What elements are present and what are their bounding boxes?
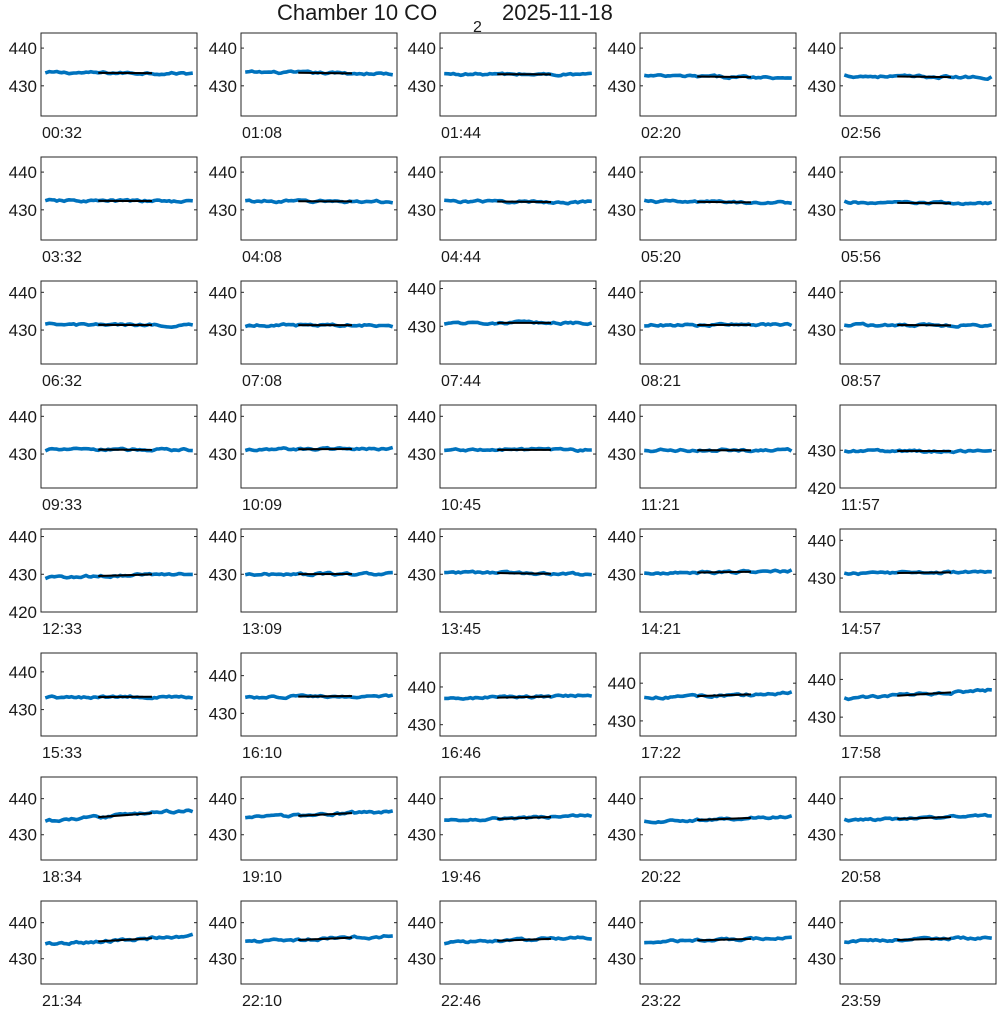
panel	[9, 777, 197, 886]
panel-time-label: 07:08	[242, 373, 283, 390]
y-tick-label: 440	[807, 283, 836, 303]
panel-time-label: 22:46	[441, 993, 482, 1010]
y-tick-label: 430	[607, 321, 636, 341]
y-tick-label: 440	[607, 283, 636, 303]
y-tick-label: 430	[807, 441, 836, 461]
panel-time-label: 09:33	[42, 497, 83, 514]
fit-line	[897, 77, 951, 78]
panel-time-label: 19:10	[242, 869, 283, 886]
panel-time-label: 12:33	[42, 621, 83, 638]
y-tick-label: 430	[407, 445, 436, 465]
y-tick-label: 440	[607, 674, 636, 694]
y-tick-label: 430	[208, 321, 237, 341]
y-tick-label: 440	[208, 283, 237, 303]
y-tick-label: 440	[407, 677, 436, 697]
panel-time-label: 02:56	[841, 125, 882, 142]
y-tick-label: 430	[607, 76, 636, 96]
panel	[408, 777, 596, 886]
y-tick-label: 430	[607, 445, 636, 465]
panel	[808, 529, 996, 638]
panel	[9, 157, 197, 266]
panel-axes-box	[41, 405, 197, 488]
y-tick-label: 430	[607, 949, 636, 969]
panel-axes-box	[241, 157, 397, 240]
y-tick-label: 440	[407, 407, 436, 427]
panel-time-label: 16:10	[242, 745, 283, 762]
y-tick-label: 440	[8, 163, 37, 183]
y-tick-label: 440	[807, 163, 836, 183]
y-tick-label: 440	[208, 527, 237, 547]
panel-time-label: 15:33	[42, 745, 83, 762]
fit-line	[497, 573, 551, 574]
panel-axes-box	[440, 157, 596, 240]
y-tick-label: 430	[607, 711, 636, 731]
fit-line	[697, 77, 751, 78]
y-tick-label: 430	[8, 76, 37, 96]
chart-title-subscript: 2	[473, 19, 482, 36]
chart-title-prefix: Chamber 10 CO	[277, 0, 438, 25]
y-tick-label: 440	[407, 527, 436, 547]
y-tick-label: 430	[407, 949, 436, 969]
panel	[9, 281, 197, 390]
panel	[209, 281, 397, 390]
panel-axes-box	[41, 281, 197, 364]
y-tick-label: 440	[607, 407, 636, 427]
y-tick-label: 430	[208, 76, 237, 96]
y-tick-label: 440	[8, 39, 37, 59]
panel	[808, 157, 996, 266]
panel	[608, 281, 796, 390]
y-tick-label: 430	[208, 200, 237, 220]
panel-time-label: 17:58	[841, 745, 882, 762]
y-tick-label: 430	[607, 200, 636, 220]
panel	[808, 777, 996, 886]
y-tick-label: 440	[208, 39, 237, 59]
y-tick-label: 440	[8, 407, 37, 427]
panel-time-label: 13:45	[441, 621, 482, 638]
y-tick-label: 440	[807, 913, 836, 933]
y-tick-label: 430	[407, 565, 436, 585]
panel	[408, 280, 596, 390]
panel-time-label: 22:10	[242, 993, 283, 1010]
panel-axes-box	[41, 653, 197, 736]
chart-title-date: 2025-11-18	[502, 0, 613, 25]
panel-time-label: 04:08	[242, 249, 283, 266]
panel	[608, 653, 796, 762]
y-tick-label: 430	[807, 200, 836, 220]
panel	[608, 528, 796, 638]
panel-time-label: 14:57	[841, 621, 882, 638]
panel-axes-box	[840, 405, 996, 488]
panel-axes-box	[41, 529, 197, 612]
y-tick-label: 430	[208, 445, 237, 465]
y-tick-label: 430	[807, 949, 836, 969]
panel	[608, 405, 796, 514]
panel	[209, 777, 397, 886]
panel	[408, 33, 596, 142]
panel-time-label: 23:59	[841, 993, 882, 1010]
panel	[9, 653, 197, 762]
y-tick-label: 430	[8, 321, 37, 341]
fit-line	[697, 572, 751, 573]
panel-time-label: 08:21	[641, 373, 682, 390]
y-tick-label: 440	[607, 913, 636, 933]
panel	[9, 901, 197, 1010]
y-tick-label: 430	[407, 825, 436, 845]
panel-axes-box	[840, 901, 996, 984]
y-tick-label: 430	[807, 825, 836, 845]
y-tick-label: 440	[208, 789, 237, 809]
panel-axes-box	[440, 405, 596, 488]
panel-time-label: 21:34	[42, 993, 83, 1010]
y-tick-label: 440	[407, 279, 436, 299]
y-tick-label: 440	[607, 527, 636, 547]
panel-axes-box	[241, 901, 397, 984]
panel-time-label: 11:57	[841, 497, 880, 514]
panel-time-label: 03:32	[42, 249, 83, 266]
y-tick-label: 440	[208, 407, 237, 427]
panel	[808, 901, 996, 1010]
y-tick-label: 440	[807, 39, 836, 59]
panel	[408, 653, 596, 762]
panel	[608, 33, 796, 142]
panel-time-label: 07:44	[441, 373, 482, 390]
y-tick-label: 430	[8, 445, 37, 465]
panel	[209, 653, 397, 762]
panel	[408, 405, 596, 514]
panel-time-label: 23:22	[641, 993, 682, 1010]
y-tick-label: 430	[807, 76, 836, 96]
y-tick-label: 440	[208, 913, 237, 933]
panels-group	[9, 33, 996, 1010]
y-tick-label: 440	[407, 163, 436, 183]
panel-axes-box	[241, 281, 397, 364]
panel-time-label: 08:57	[841, 373, 882, 390]
y-tick-label: 420	[8, 603, 37, 622]
panel	[9, 405, 197, 514]
panel	[408, 528, 596, 638]
y-tick-label: 440	[607, 789, 636, 809]
y-tick-label: 430	[8, 200, 37, 220]
panel-time-label: 18:34	[42, 869, 83, 886]
y-tick-label: 430	[607, 825, 636, 845]
y-tick-label: 430	[8, 565, 37, 585]
y-tick-label: 430	[208, 565, 237, 585]
y-tick-label: 430	[208, 949, 237, 969]
panel	[808, 405, 996, 514]
y-tick-label: 440	[208, 163, 237, 183]
panel	[608, 157, 796, 266]
y-tick-label: 430	[208, 825, 237, 845]
panel-time-label: 05:56	[841, 249, 882, 266]
y-tick-label: 440	[807, 789, 836, 809]
panel-axes-box	[241, 529, 397, 612]
panel	[608, 901, 796, 1010]
y-tick-label: 440	[807, 531, 836, 551]
panel-time-label: 16:46	[441, 745, 482, 762]
y-tick-label: 430	[208, 704, 237, 724]
y-tick-label: 440	[607, 163, 636, 183]
y-tick-label: 440	[8, 283, 37, 303]
y-tick-label: 440	[407, 39, 436, 59]
fit-line	[298, 696, 352, 697]
y-tick-label: 430	[8, 949, 37, 969]
y-tick-label: 440	[8, 662, 37, 682]
chart-title	[277, 0, 437, 25]
panel-time-label: 13:09	[242, 621, 283, 638]
y-tick-label: 440	[208, 666, 237, 686]
y-tick-label: 440	[8, 527, 37, 547]
y-tick-label: 440	[407, 913, 436, 933]
panel	[209, 33, 397, 142]
panel-time-label: 06:32	[42, 373, 83, 390]
y-tick-label: 440	[407, 789, 436, 809]
panel	[209, 405, 397, 514]
y-tick-label: 440	[8, 789, 37, 809]
panel-time-label: 11:21	[641, 497, 680, 514]
y-tick-label: 430	[807, 708, 836, 728]
y-tick-label: 430	[8, 825, 37, 845]
panel-axes-box	[241, 405, 397, 488]
panel-time-label: 20:22	[641, 869, 682, 886]
panel	[808, 281, 996, 390]
panel-time-label: 10:45	[441, 497, 482, 514]
y-tick-label: 440	[8, 913, 37, 933]
y-tick-label: 440	[607, 39, 636, 59]
panel	[808, 653, 996, 762]
panel-time-label: 14:21	[641, 621, 682, 638]
panel	[209, 528, 397, 638]
panel-time-label: 00:32	[42, 125, 83, 142]
panel	[408, 901, 596, 1010]
y-tick-label: 430	[407, 200, 436, 220]
y-tick-label: 430	[807, 569, 836, 589]
y-tick-label: 440	[807, 670, 836, 690]
fit-line	[897, 572, 951, 573]
y-tick-label: 430	[407, 715, 436, 735]
panel-time-label: 05:20	[641, 249, 682, 266]
panel-axes-box	[840, 157, 996, 240]
panel-axes-box	[640, 405, 796, 488]
panel	[9, 33, 197, 142]
panel	[808, 33, 996, 142]
panel	[608, 777, 796, 886]
panel-time-label: 01:08	[242, 125, 283, 142]
y-tick-label: 420	[807, 479, 836, 498]
fit-line	[497, 696, 551, 697]
y-tick-label: 430	[8, 700, 37, 720]
panel	[209, 901, 397, 1010]
y-tick-label: 430	[407, 317, 436, 337]
panel-time-label: 04:44	[441, 249, 482, 266]
panel	[408, 157, 596, 266]
y-tick-label: 430	[607, 565, 636, 585]
fit-line	[298, 73, 352, 74]
panel-time-label: 20:58	[841, 869, 882, 886]
panel-time-label: 02:20	[641, 125, 682, 142]
panel-axes-box	[241, 777, 397, 860]
panel-time-label: 17:22	[641, 745, 682, 762]
panel	[9, 528, 197, 638]
panel-time-label: 19:46	[441, 869, 482, 886]
panel	[209, 157, 397, 266]
y-tick-label: 430	[807, 321, 836, 341]
panel-axes-box	[640, 157, 796, 240]
panel-time-label: 01:44	[441, 125, 482, 142]
y-tick-label: 430	[407, 76, 436, 96]
panel-time-label: 10:09	[242, 497, 283, 514]
